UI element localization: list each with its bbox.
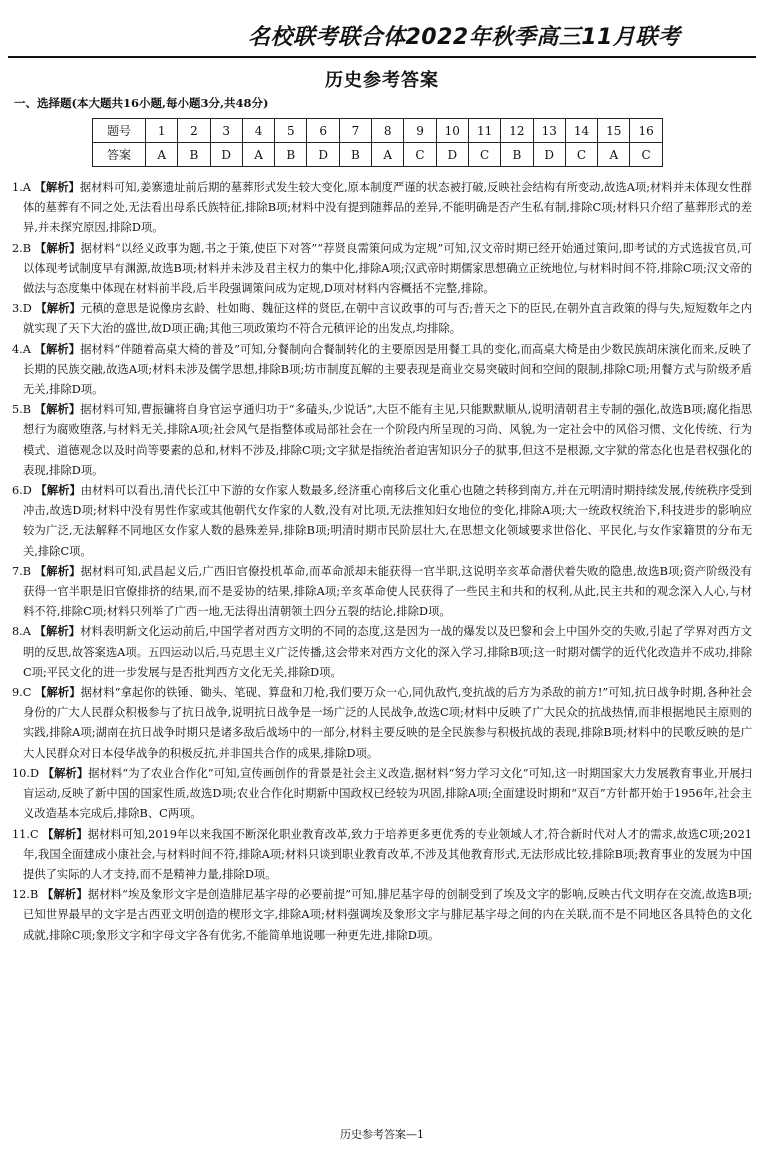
explanation-item (12, 683, 752, 764)
answer-cell: C (565, 143, 597, 167)
analysis-tag: 【解析】 (34, 342, 81, 356)
explanation-item (12, 622, 752, 683)
explanation-item (12, 340, 752, 401)
answer-cell: C (468, 143, 500, 167)
question-number: 8.A (12, 625, 31, 639)
explanation-text: 据材料“埃及象形文字是创造腓尼基字母的必要前提”可知,腓尼基字母的创制受到了埃及文字的影响,反映古代文明存在交流,故选B项;已知世界最早的文字是古西亚文明创造的楔形文字,排除A项;材料强调埃及象形文字与腓尼基字母之间的内在关联,而不是不同地区各具特色的文化成就,排除C项;象形文字和字母文字各有优劣,不能简单地说哪一种更先进,排除D项。 (23, 888, 752, 942)
explanation-item (12, 885, 752, 946)
question-number-cell: 16 (630, 119, 662, 143)
answer-cell: B (501, 143, 533, 167)
question-number: 3.D (12, 302, 32, 316)
question-number-cell: 3 (210, 119, 242, 143)
analysis-tag: 【解析】 (34, 403, 81, 417)
answer-cell: B (339, 143, 371, 167)
question-number-cell: 14 (565, 119, 597, 143)
question-number-cell: 9 (404, 119, 436, 143)
explanation-item (12, 764, 752, 825)
section-heading: 一、选择题(本大题共16小题,每小题3分,共48分) (14, 96, 269, 110)
number-row-label: 题号 (93, 119, 146, 143)
document-title: 历史参考答案 (325, 70, 439, 91)
question-number-cell: 5 (275, 119, 307, 143)
explanation-item (12, 562, 752, 623)
question-number-cell: 6 (307, 119, 339, 143)
explanation-item (12, 299, 752, 339)
question-number-cell: 1 (146, 119, 178, 143)
question-number: 9.C (12, 686, 32, 700)
answer-cell: B (178, 143, 210, 167)
answer-cell: A (598, 143, 630, 167)
question-number-cell: 13 (533, 119, 565, 143)
analysis-tag: 【解析】 (35, 686, 81, 700)
explanation-text: 据材料“拿起你的铁锤、锄头、笔砚、算盘和刀枪,我们要万众一心,同仇敌忾,变抗战的后方为杀敌的前方!”可知,抗日战争时期,各种社会身份的广大人民群众积极参与了抗日战争,说明抗日战争是一场广泛的人民战争,故选C项;材料中反映了广大民众的抗战热情,而非根据地民主原则的实践,排除A项;湖南在抗日战争时期只是诸多敌后战场中的一部分,材料主要反映的是全民族参与积极抗战的表现,排除B项;材料中的民歌反映的是广大人民群众对日本侵华战争的积极反抗,并非国共合作的成果,排除D项。 (23, 686, 752, 760)
answer-row-label: 答案 (93, 143, 146, 167)
analysis-tag: 【解析】 (34, 181, 80, 194)
question-number-cell: 8 (372, 119, 404, 143)
answer-cell: A (242, 143, 274, 167)
question-number: 7.B (12, 564, 32, 578)
analysis-tag: 【解析】 (42, 888, 88, 902)
explanation-text: 据材料“以经义政事为题,书之于策,使臣下对答”“荐贤良需策问成为定规”可知,汉文帝时期已经开始通过策问,即考试的方式选拔官员,可以体现考试制度早有渊源,故选B项;材料并未涉及君主权力的集中化,排除A项;汉武帝时期儒家思想确立正统地位,与材料时间不符,排除C项;汉文帝的做法与态度集中体现在材料前半段,后半段强调策问成为定规,D项对材料内容概括不完整,排除。 (23, 241, 753, 296)
page-footer: 历史参考答案—1 (340, 1128, 424, 1141)
answer-table-number-row (93, 119, 663, 143)
question-number: 10.D (12, 766, 40, 780)
explanation-text: 据材料可知,姜寨遗址前后期的墓葬形式发生较大变化,原本制度严谨的状态被打破,反映社会结构有所变动,故选A项;材料并未体现女性群体的墓葬有不同之处,无法看出母系氏族特征,排除B项;材料中没有提到随葬品的差异,不能明确是否产生私有制,排除C项;材料只介绍了墓葬形式的差异,并未探究原因,排除D项。 (23, 181, 752, 235)
explanation-text: 据材料可知,武昌起义后,广西旧官僚投机革命,而革命派却未能获得一官半职,这说明辛亥革命潜伏着失败的隐患,故选B项;资产阶级没有获得一官半职是旧官僚排挤的结果,而不是妥协的结果,排除A项;辛亥革命使人民获得了一些民主和共和的权利,从此,民主共和的观念深入人心,与材料不符,排除C项;材料只列举了广西一地,无法得出清朝领土四分五裂的结论,排除D项。 (23, 564, 752, 619)
analysis-tag: 【解析】 (42, 827, 88, 841)
explanation-text: 据材料“为了农业合作化”可知,宣传画创作的背景是社会主义改造,据材料“努力学习文化”可知,这一时期国家大力发展教育事业,开展扫盲运动,反映了新中国的国家性质,故选D项;农业合作化时期新中国政权已经较为巩固,排除A项;全面建设时期和“双百”方针都开始于1956年,社会主义改造基本完成后,排除B、C两项。 (23, 766, 752, 821)
analysis-tag: 【解析】 (34, 241, 81, 255)
explanation-item (12, 400, 752, 481)
explanation-item (12, 825, 752, 886)
answer-cell: A (372, 143, 404, 167)
question-number-cell: 11 (468, 119, 500, 143)
question-number: 5.B (12, 403, 32, 417)
answer-table-answer-row (93, 143, 663, 167)
question-number: 1.A (12, 181, 31, 194)
answer-cell: D (307, 143, 339, 167)
explanation-text: 据材料可知,曹振镛将自身官运亨通归功于“多磕头,少说话”,大臣不能有主见,只能默默顺从,说明清朝君主专制的强化,故选B项;腐化指思想行为腐败堕落,与材料无关,排除A项;社会风气是指整体或局部社会在一个阶段内所呈现的习尚、风貌,为一定社会中的风俗习惯、文化传统、行为模式、道德观念以及时尚等要素的总和,材料不涉及,排除C项;文字狱是指统治者迫害知识分子的狱事,但这不是根源,文字狱的常态化也是君权强化的表现,排除D项。 (23, 403, 752, 477)
explanations-list (12, 178, 752, 946)
question-number-cell: 15 (598, 119, 630, 143)
explanation-text: 材料表明新文化运动前后,中国学者对西方文明的不同的态度,这是因为一战的爆发以及巴黎和会上中国外交的失败,引起了学界对西方文明的反思,故答案选A项。五四运动以后,马克思主义广泛传播,这会带来对西方文化的深入学习,排除B项;这一时期对儒学的近代化改造并不成功,排除C项;平民文化的进一步发展与是否批判西方文化无关,排除D项。 (23, 625, 752, 679)
question-number-cell: 7 (339, 119, 371, 143)
answer-cell: A (146, 143, 178, 167)
question-number-cell: 12 (501, 119, 533, 143)
question-number: 6.D (12, 484, 32, 498)
question-number: 11.C (12, 827, 39, 841)
question-number-cell: 4 (242, 119, 274, 143)
explanation-text: 据材料可知,2019年以来我国不断深化职业教育改革,致力于培养更多更优秀的专业领域人才,符合新时代对人才的需求,故选C项;2021年,我国全面建成小康社会,与材料时间不符,排除A项;材料只谈到职业教育改革,不涉及其他教育形式,无法形成比较,排除B项;教育事业的发展为中国提供了实际的人才支持,而不是精神力量,排除D项。 (23, 827, 752, 881)
explanation-item (12, 481, 752, 562)
analysis-tag: 【解析】 (35, 302, 81, 316)
header-divider (8, 56, 756, 58)
question-number: 4.A (12, 342, 31, 356)
answer-cell: C (630, 143, 662, 167)
question-number-cell: 10 (436, 119, 468, 143)
question-number: 2.B (12, 241, 32, 255)
explanation-text: 据材料“伴随着高桌大椅的普及”可知,分餐制向合餐制转化的主要原因是用餐工具的变化,而高桌大椅是由少数民族胡床演化而来,反映了长期的民族交融,故选A项;材料未涉及儒学思想,排除B项;坊市制度瓦解的主要表现是商业交易突破时间和空间的限制,排除C项;用餐方式与阶级矛盾无关,排除D项。 (23, 342, 752, 397)
analysis-tag: 【解析】 (34, 564, 81, 578)
answer-cell: B (275, 143, 307, 167)
explanation-text: 元稹的意思是说像房玄龄、杜如晦、魏征这样的贤臣,在朝中言议政事的可与否;普天之下的臣民,在朝外直言政策的得与失,短短数年之内就实现了天下大治的盛世,故D项正确;其他三项政策均不符合元稹评论的出发点,均排除。 (23, 302, 752, 336)
answer-table (92, 118, 663, 167)
answer-cell: D (210, 143, 242, 167)
explanation-text: 由材料可以看出,清代长江中下游的女作家人数最多,经济重心南移后文化重心也随之转移到南方,并在元明清时期持续发展,传统秩序受到冲击,故选D项;材料中没有男性作家或其他朝代女作家的人数,没有对比项,无法推知妇女地位的变化,排除A项;大一统政权统治下,科技进步的影响应较为广泛,无法解释不同地区女作家人数的悬殊差异,排除B项;明清时期市民阶层壮大,在思想文化领域要求世俗化、平民化,与女作家籍贯的分布无关,排除C项。 (23, 484, 752, 558)
analysis-tag: 【解析】 (42, 766, 89, 780)
answer-cell: C (404, 143, 436, 167)
analysis-tag: 【解析】 (35, 484, 81, 498)
explanation-item (12, 178, 752, 239)
explanation-item (12, 239, 752, 300)
answer-cell: D (533, 143, 565, 167)
question-number-cell: 2 (178, 119, 210, 143)
question-number: 12.B (12, 888, 39, 902)
analysis-tag: 【解析】 (34, 625, 81, 639)
answer-cell: D (436, 143, 468, 167)
exam-title: 名校联考联合体2022年秋季高三11月联考 (248, 25, 681, 50)
